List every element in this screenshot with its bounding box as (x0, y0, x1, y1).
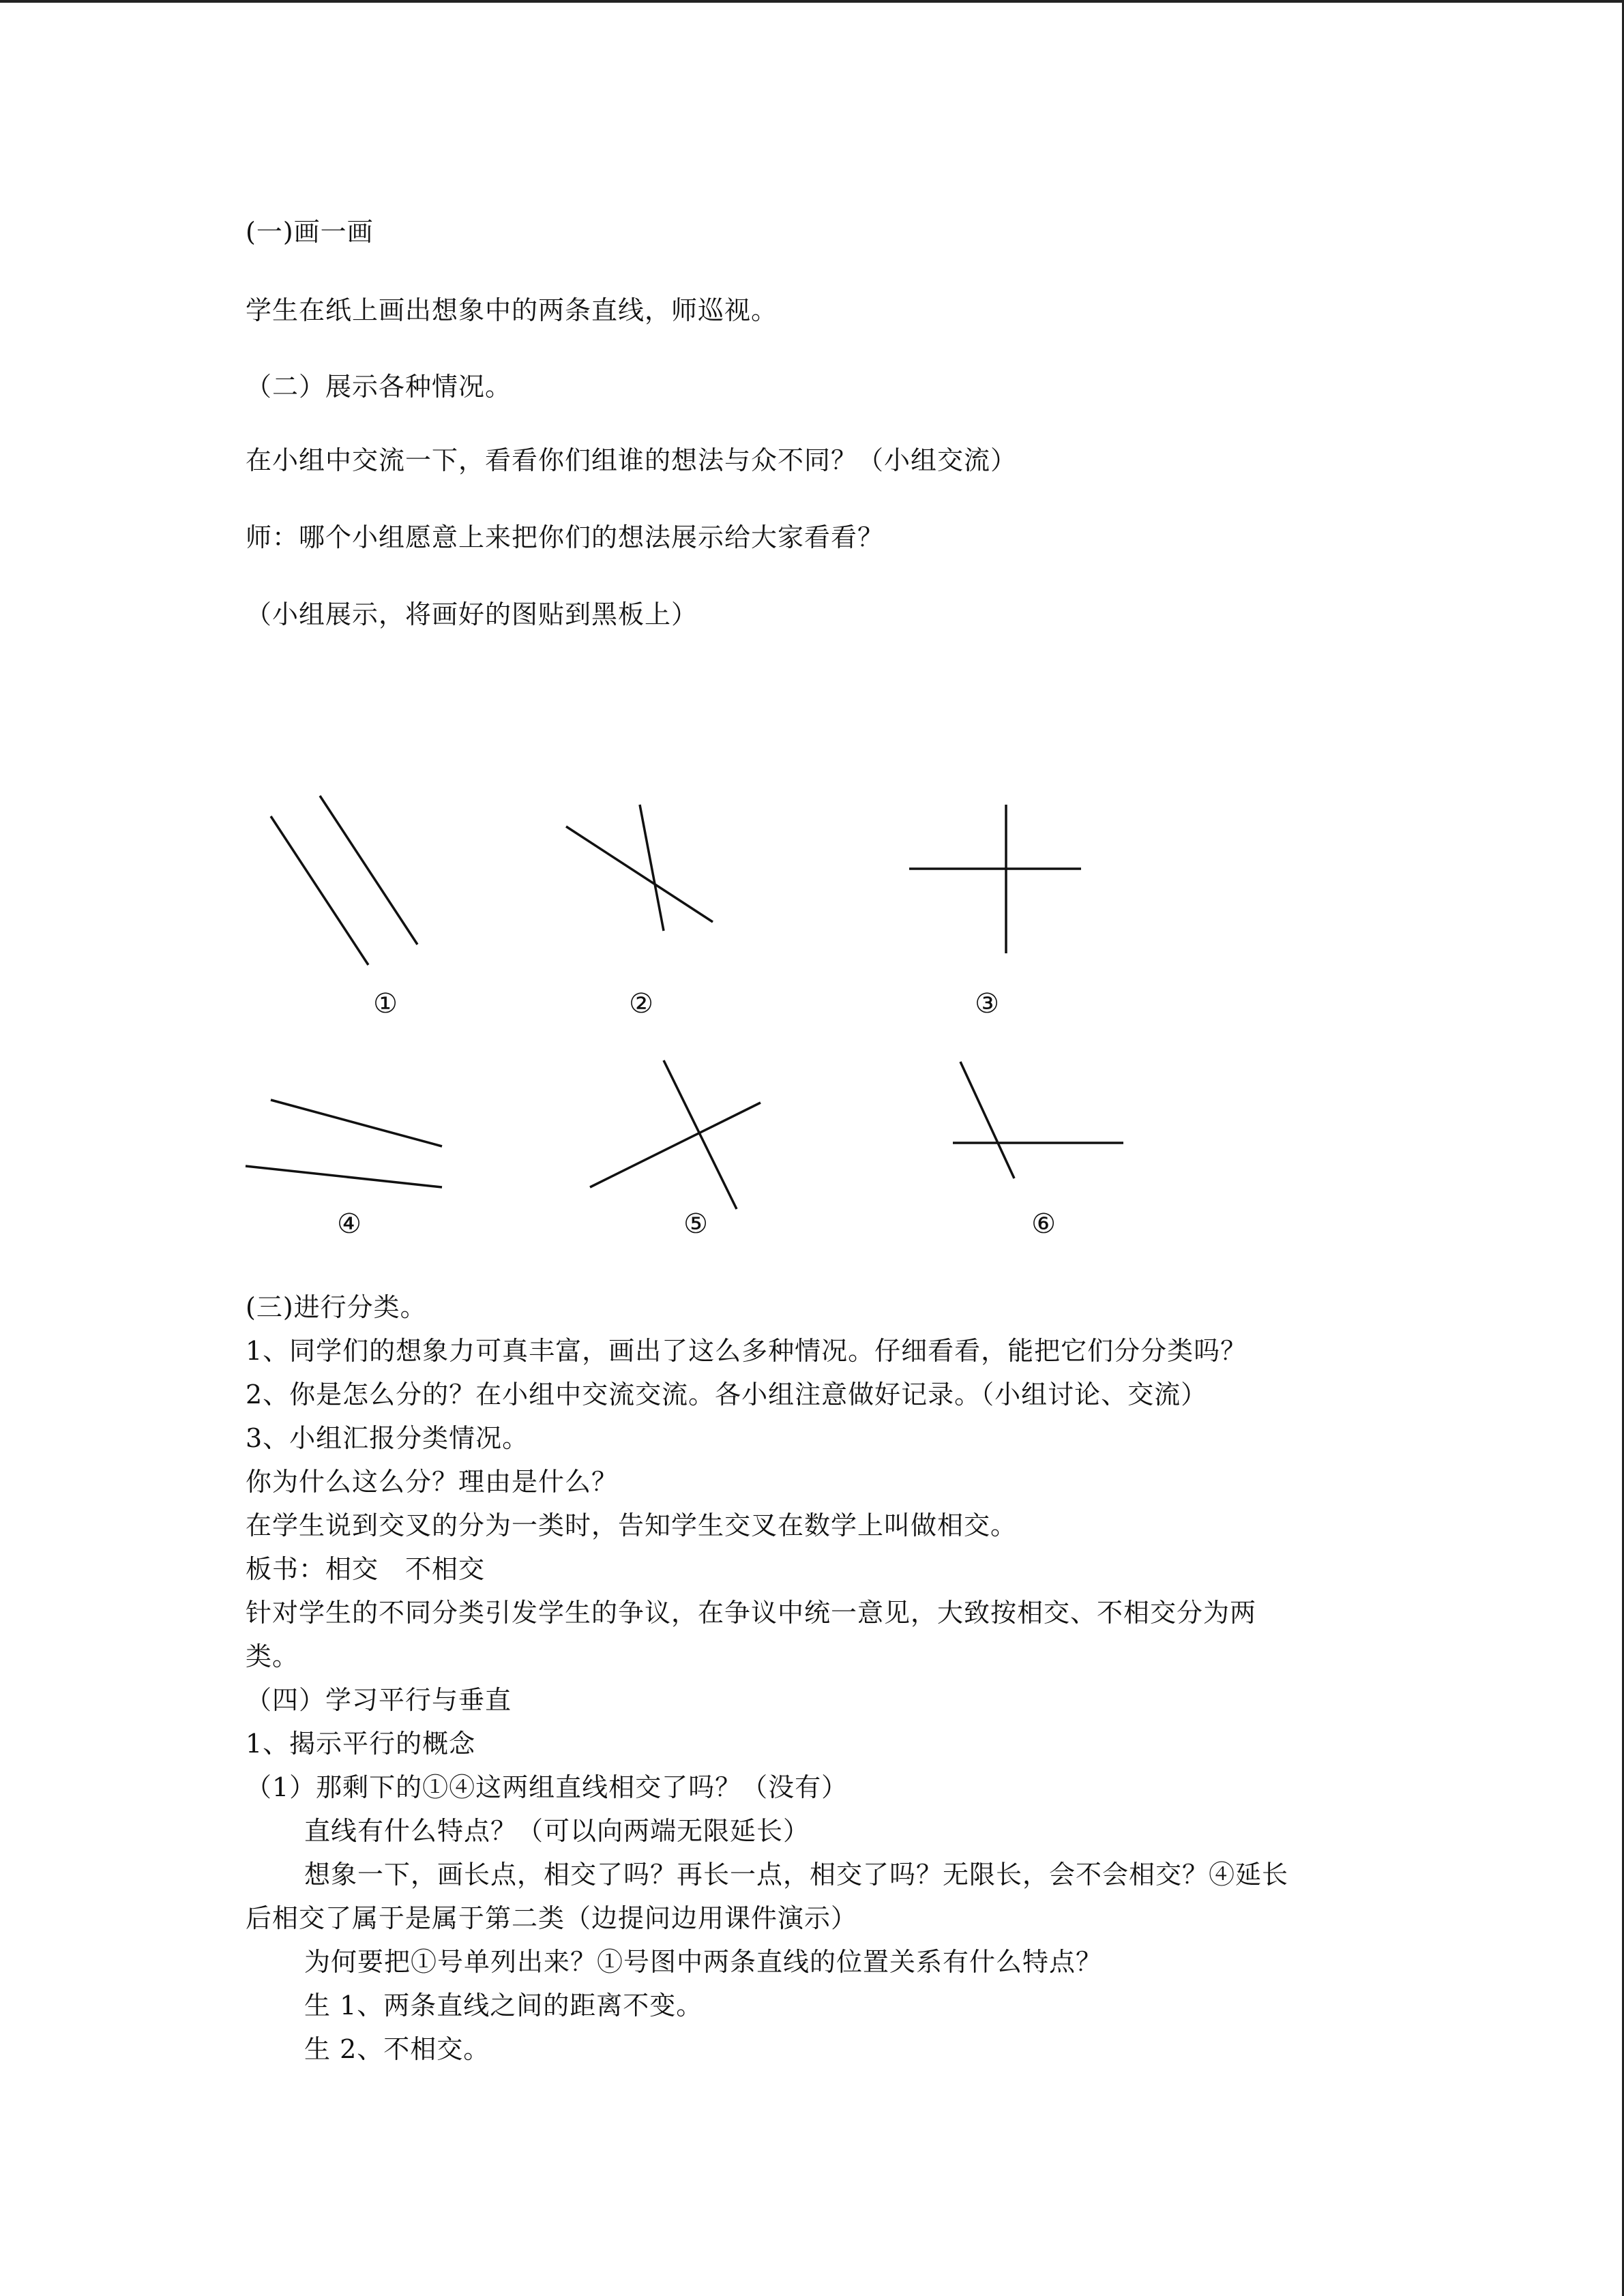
classify-heading: (三)进行分类。 (246, 1292, 427, 1322)
show-heading: （二）展示各种情况。 (246, 372, 512, 402)
figure-4-line-a (271, 1100, 442, 1146)
figure-2-label: ② (629, 988, 653, 1019)
show-text-1: 在小组中交流一下，看看你们组谁的想法与众不同？（小组交流） (246, 445, 1018, 475)
learn-sub1: 1、揭示平行的概念 (246, 1729, 476, 1759)
figure-4-converging-lines (246, 1100, 442, 1187)
classify-q1: 1、同学们的想象力可真丰富，画出了这么多种情况。仔细看看，能把它们分分类吗？ (246, 1336, 1247, 1366)
figure-1-label: ① (373, 988, 398, 1019)
learn-p1: （1）那剩下的①④这两组直线相交了吗？（没有） (246, 1772, 848, 1802)
show-text-2: 师：哪个小组愿意上来把你们的想法展示给大家看看？ (246, 522, 885, 552)
figure-2-intersecting-lines (566, 805, 713, 931)
figure-6-line-slanted (960, 1062, 1014, 1178)
figure-1-parallel-lines (271, 796, 417, 965)
learn-p6: 生 2、不相交。 (304, 2034, 490, 2064)
figure-5-crossing-lines (590, 1060, 761, 1209)
figure-2-line-a (566, 826, 713, 922)
figure-5-line-b (664, 1060, 737, 1209)
figure-1-line-b (320, 796, 417, 944)
figure-2-line-b (640, 805, 664, 931)
classify-q7-line2: 类。 (246, 1641, 299, 1671)
classify-q4: 你为什么这么分？理由是什么？ (246, 1467, 619, 1497)
figure-6-label: ⑥ (1031, 1208, 1056, 1240)
draw-heading: (一)画一画 (246, 217, 374, 247)
figure-3-perpendicular-lines (909, 805, 1081, 953)
figure-1-line-a (271, 816, 368, 965)
classify-q7-line1: 针对学生的不同分类引发学生的争议，在争议中统一意见，大致按相交、不相交分为两 (246, 1598, 1257, 1628)
figure-5-label: ⑤ (683, 1208, 708, 1240)
figure-5-line-a (590, 1103, 761, 1187)
figure-4-line-b (246, 1166, 442, 1187)
figure-6-crossing-lines (953, 1062, 1123, 1178)
learn-p5: 生 1、两条直线之间的距离不变。 (304, 1991, 703, 2021)
learn-p3-line1: 想象一下，画长点，相交了吗？再长一点，相交了吗？无限长，会不会相交？④延长 (304, 1860, 1289, 1890)
figure-4-label: ④ (337, 1208, 361, 1240)
figure-3-label: ③ (975, 988, 999, 1019)
draw-text: 学生在纸上画出想象中的两条直线，师巡视。 (246, 295, 778, 325)
learn-p3-line2: 后相交了属于是属于第二类（边提问边用课件演示） (246, 1903, 858, 1933)
classify-q5: 在学生说到交叉的分为一类时，告知学生交叉在数学上叫做相交。 (246, 1510, 1018, 1540)
classify-q3: 3、小组汇报分类情况。 (246, 1423, 529, 1453)
learn-heading: （四）学习平行与垂直 (246, 1685, 512, 1715)
classify-q2: 2、你是怎么分的？在小组中交流交流。各小组注意做好记录。（小组讨论、交流） (246, 1380, 1208, 1410)
classify-q6: 板书：相交 不相交 (246, 1554, 486, 1584)
learn-p4: 为何要把①号单列出来？①号图中两条直线的位置关系有什么特点？ (304, 1947, 1103, 1977)
show-text-3: （小组展示，将画好的图贴到黑板上） (246, 599, 698, 629)
learn-p2: 直线有什么特点？（可以向两端无限延长） (304, 1816, 810, 1846)
